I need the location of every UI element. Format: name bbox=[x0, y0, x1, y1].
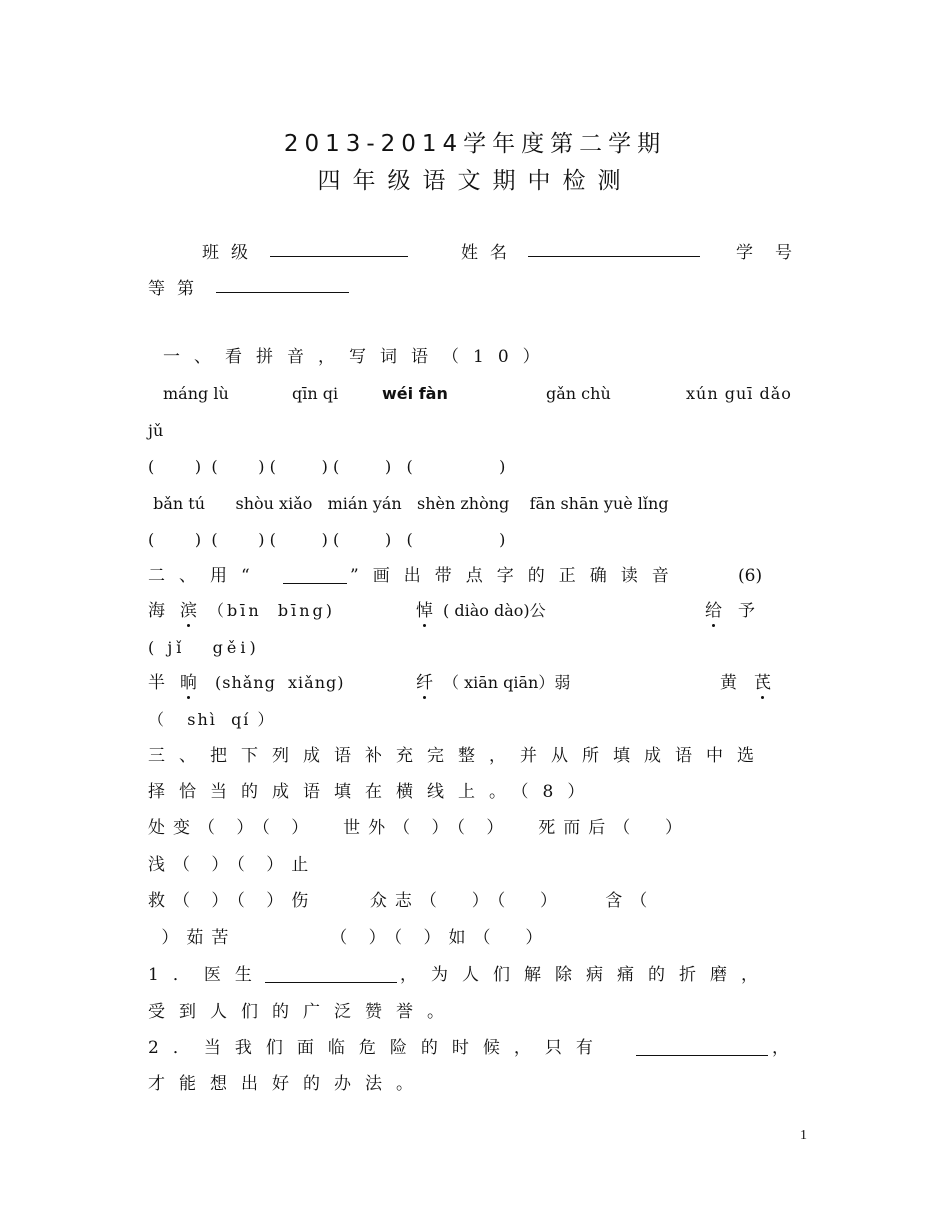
idiom-row2[interactable]: 浅（ ）（ ）止 bbox=[148, 855, 317, 875]
doc-title-line1: 2013-2014学年度第二学期 bbox=[283, 131, 667, 157]
section2-title-b: ”画出带点字的正确读音 bbox=[350, 566, 683, 586]
pinyin-row2: bǎn tú shòu xiǎo mián yán shèn zhòng fān shān yuè lǐng bbox=[148, 494, 669, 513]
dotted-char-xian: 纤 bbox=[416, 673, 433, 693]
idiom-row1[interactable]: 处变（ ）（ ） 世外（ ）（ ） 死而后（ ） bbox=[148, 818, 691, 838]
reading-options-qi[interactable]: （ shì qí ） bbox=[148, 710, 276, 729]
name-label: 姓名 bbox=[461, 243, 519, 263]
class-blank[interactable] bbox=[270, 256, 408, 257]
answer-parens-row1[interactable]: ( ) ( ) ( ) ( ) ( ) bbox=[148, 457, 506, 476]
grade-label: 等第 bbox=[148, 279, 206, 299]
idiom-row3[interactable]: 救（ ）（ ）伤 众志（ ）（ ） 含（ bbox=[148, 891, 656, 911]
grade-blank[interactable] bbox=[216, 292, 349, 293]
reading-options-dao[interactable]: ( diào dào)公 bbox=[443, 601, 546, 620]
reading-options-gei[interactable]: ( jǐ gěi) bbox=[148, 638, 260, 657]
word-haibin-1: 海 bbox=[148, 601, 165, 621]
pinyin-mang-lu: máng lù bbox=[163, 384, 229, 403]
question1-line2: 受到人们的广泛赞誉。 bbox=[148, 1002, 458, 1022]
id-label: 学号 bbox=[736, 243, 814, 263]
question2-line2: 才能想出好的办法。 bbox=[148, 1074, 427, 1094]
section2-score: (6) bbox=[738, 566, 763, 586]
answer-parens-row2[interactable]: ( ) ( ) ( ) ( ) ( ) bbox=[148, 530, 506, 549]
dotted-char-dao: 悼 bbox=[416, 601, 433, 621]
pinyin-gan-chu: gǎn chù bbox=[546, 384, 611, 403]
pinyin-xun-gui-dao: xún guī dǎo bbox=[686, 384, 792, 403]
section2-title-a: 二、用“ bbox=[148, 566, 264, 586]
reading-options-xiang[interactable]: (shǎng xiǎng) bbox=[215, 673, 345, 692]
question2-blank[interactable] bbox=[636, 1055, 768, 1056]
word-geiyu-2: 予 bbox=[738, 601, 755, 621]
idiom-row4[interactable]: ）茹苦 （ ）（ ）如（ ） bbox=[148, 928, 551, 948]
name-blank[interactable] bbox=[528, 256, 700, 257]
question1-start: 1．医生 bbox=[148, 965, 266, 985]
dotted-char-gei: 给 bbox=[705, 601, 722, 621]
question1-blank[interactable] bbox=[265, 982, 397, 983]
section3-title-2: 择恰当的成语填在横线上。（8） bbox=[148, 782, 599, 802]
pinyin-qin-qi: qīn qi bbox=[292, 384, 339, 403]
dotted-char-qi: 芪 bbox=[754, 673, 771, 693]
word-huangqi-1: 黄 bbox=[720, 673, 737, 693]
word-banxiang-1: 半 bbox=[148, 673, 165, 693]
question2-comma: ， bbox=[772, 1038, 789, 1058]
dotted-char-bin: 滨 bbox=[180, 601, 197, 621]
dotted-char-xiang: 晌 bbox=[180, 673, 197, 693]
page-number: 1 bbox=[800, 1128, 807, 1143]
class-label: 班级 bbox=[202, 243, 260, 263]
underline-sample bbox=[283, 583, 347, 584]
doc-title-line2: 四年级语文期中检测 bbox=[317, 168, 633, 194]
reading-options-xian[interactable]: （ xiān qiān）弱 bbox=[443, 673, 571, 692]
pinyin-wei-fan: wéi fàn bbox=[382, 384, 448, 403]
pinyin-ju: jǔ bbox=[148, 421, 164, 440]
question2-start: 2．当我们面临危险的时候，只有 bbox=[148, 1038, 607, 1058]
reading-options-bin[interactable]: （bīn bīng) bbox=[208, 601, 335, 620]
section1-title: 一、看拼音，写词语（10） bbox=[163, 347, 554, 367]
section3-title-1: 三、把下列成语补充完整，并从所填成语中选 bbox=[148, 746, 768, 766]
question1-end: ，为人们解除病痛的折磨， bbox=[400, 965, 772, 985]
